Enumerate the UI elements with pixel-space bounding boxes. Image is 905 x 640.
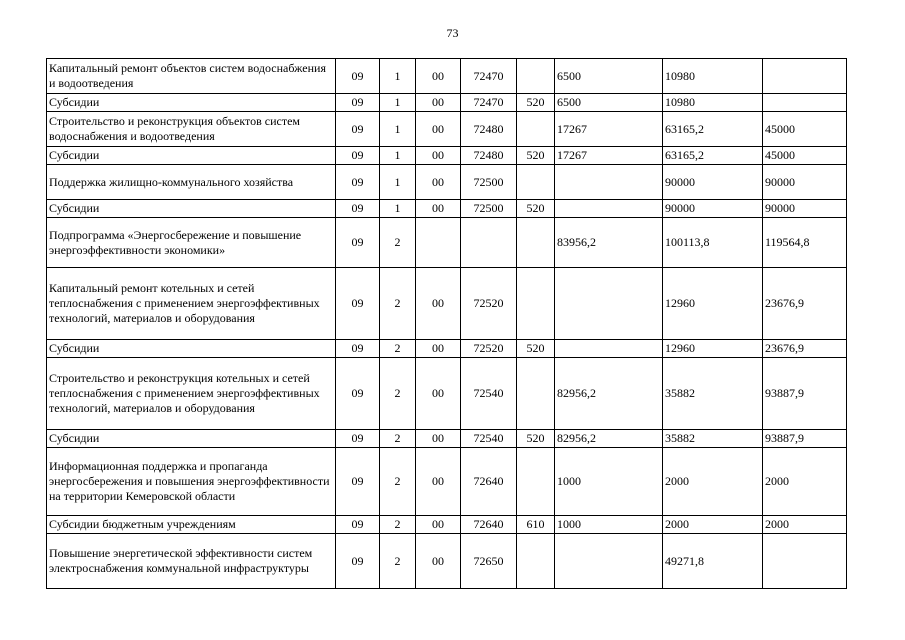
subsection-code: 2 [380,218,416,268]
amount-year-2: 35882 [663,358,763,430]
subsection-code: 1 [380,112,416,147]
expense-type [517,165,555,200]
amount-year-2: 35882 [663,430,763,448]
section-code: 09 [336,268,380,340]
section-code: 09 [336,430,380,448]
row-name: Капитальный ремонт объектов систем водоснабжения и водоотведения [47,59,336,94]
row-name: Повышение энергетической эффективности систем электроснабжения коммунальной инфраструктуры [47,534,336,589]
table-row [47,516,847,534]
target-code: 72640 [461,448,517,516]
target-code: 72640 [461,516,517,534]
amount-year-2: 12960 [663,340,763,358]
program-code: 00 [416,59,461,94]
subsection-code: 2 [380,448,416,516]
expense-type: 520 [517,430,555,448]
table-row [47,218,847,268]
expense-type [517,534,555,589]
program-code: 00 [416,268,461,340]
target-code: 72540 [461,358,517,430]
amount-year-1 [555,165,663,200]
target-code: 72520 [461,268,517,340]
amount-year-2: 2000 [663,448,763,516]
amount-year-3: 90000 [763,165,847,200]
amount-year-1: 1000 [555,516,663,534]
amount-year-1: 6500 [555,59,663,94]
table-row [47,534,847,589]
amount-year-2: 90000 [663,200,763,218]
table-row [47,59,847,94]
amount-year-3: 93887,9 [763,430,847,448]
expense-type: 520 [517,340,555,358]
target-code: 72500 [461,165,517,200]
amount-year-3 [763,534,847,589]
target-code: 72470 [461,59,517,94]
target-code [461,218,517,268]
amount-year-1: 17267 [555,147,663,165]
table-row [47,340,847,358]
section-code: 09 [336,147,380,165]
amount-year-2: 49271,8 [663,534,763,589]
amount-year-3: 2000 [763,448,847,516]
program-code: 00 [416,165,461,200]
amount-year-3: 45000 [763,147,847,165]
target-code: 72540 [461,430,517,448]
section-code: 09 [336,340,380,358]
amount-year-3: 90000 [763,200,847,218]
expense-type: 520 [517,147,555,165]
table-row [47,165,847,200]
row-name: Субсидии [47,200,336,218]
program-code: 00 [416,516,461,534]
amount-year-3 [763,94,847,112]
amount-year-1: 83956,2 [555,218,663,268]
program-code: 00 [416,448,461,516]
program-code: 00 [416,340,461,358]
program-code [416,218,461,268]
row-name: Субсидии [47,430,336,448]
row-name: Подпрограмма «Энергосбережение и повышение энергоэффективности экономики» [47,218,336,268]
row-name: Строительство и реконструкция котельных и сетей теплоснабжения с применением энергоэффективных технологий, материалов и оборудования [47,358,336,430]
amount-year-3: 23676,9 [763,268,847,340]
target-code: 72470 [461,94,517,112]
target-code: 72480 [461,147,517,165]
subsection-code: 1 [380,147,416,165]
expense-type [517,358,555,430]
row-name: Субсидии бюджетным учреждениям [47,516,336,534]
amount-year-1: 82956,2 [555,358,663,430]
expense-type [517,448,555,516]
section-code: 09 [336,59,380,94]
amount-year-3 [763,59,847,94]
amount-year-1 [555,268,663,340]
target-code: 72500 [461,200,517,218]
table-row [47,200,847,218]
program-code: 00 [416,430,461,448]
table-body [47,59,847,589]
section-code: 09 [336,112,380,147]
table-row [47,147,847,165]
amount-year-1 [555,340,663,358]
amount-year-2: 100113,8 [663,218,763,268]
amount-year-1: 6500 [555,94,663,112]
budget-table [46,58,847,589]
subsection-code: 2 [380,516,416,534]
section-code: 09 [336,358,380,430]
amount-year-2: 90000 [663,165,763,200]
amount-year-3: 2000 [763,516,847,534]
amount-year-2: 63165,2 [663,112,763,147]
row-name: Информационная поддержка и пропаганда энергосбережения и повышения энергоэффективности на территории Кемеровской области [47,448,336,516]
row-name: Капитальный ремонт котельных и сетей теплоснабжения с применением энергоэффективных технологий, материалов и оборудования [47,268,336,340]
table-row [47,94,847,112]
amount-year-1: 1000 [555,448,663,516]
subsection-code: 2 [380,340,416,358]
row-name: Поддержка жилищно-коммунального хозяйства [47,165,336,200]
row-name: Субсидии [47,340,336,358]
section-code: 09 [336,165,380,200]
expense-type: 520 [517,94,555,112]
row-name: Субсидии [47,94,336,112]
amount-year-3: 93887,9 [763,358,847,430]
subsection-code: 1 [380,94,416,112]
table-row [47,268,847,340]
subsection-code: 1 [380,59,416,94]
table-row [47,112,847,147]
amount-year-1 [555,200,663,218]
amount-year-2: 2000 [663,516,763,534]
amount-year-3: 23676,9 [763,340,847,358]
row-name: Строительство и реконструкция объектов систем водоснабжения и водоотведения [47,112,336,147]
expense-type [517,59,555,94]
amount-year-1: 82956,2 [555,430,663,448]
program-code: 00 [416,358,461,430]
table-row [47,430,847,448]
section-code: 09 [336,534,380,589]
section-code: 09 [336,94,380,112]
section-code: 09 [336,448,380,516]
amount-year-2: 10980 [663,94,763,112]
subsection-code: 2 [380,358,416,430]
expense-type: 520 [517,200,555,218]
table-row [47,358,847,430]
amount-year-3: 45000 [763,112,847,147]
subsection-code: 2 [380,430,416,448]
program-code: 00 [416,200,461,218]
expense-type [517,268,555,340]
target-code: 72650 [461,534,517,589]
section-code: 09 [336,218,380,268]
program-code: 00 [416,147,461,165]
row-name: Субсидии [47,147,336,165]
amount-year-3: 119564,8 [763,218,847,268]
amount-year-1 [555,534,663,589]
expense-type [517,218,555,268]
subsection-code: 2 [380,268,416,340]
target-code: 72520 [461,340,517,358]
amount-year-2: 63165,2 [663,147,763,165]
table-row [47,448,847,516]
subsection-code: 2 [380,534,416,589]
amount-year-2: 12960 [663,268,763,340]
subsection-code: 1 [380,200,416,218]
expense-type: 610 [517,516,555,534]
expense-type [517,112,555,147]
program-code: 00 [416,94,461,112]
section-code: 09 [336,516,380,534]
subsection-code: 1 [380,165,416,200]
page-number: 73 [446,26,459,40]
amount-year-1: 17267 [555,112,663,147]
section-code: 09 [336,200,380,218]
program-code: 00 [416,534,461,589]
target-code: 72480 [461,112,517,147]
program-code: 00 [416,112,461,147]
amount-year-2: 10980 [663,59,763,94]
